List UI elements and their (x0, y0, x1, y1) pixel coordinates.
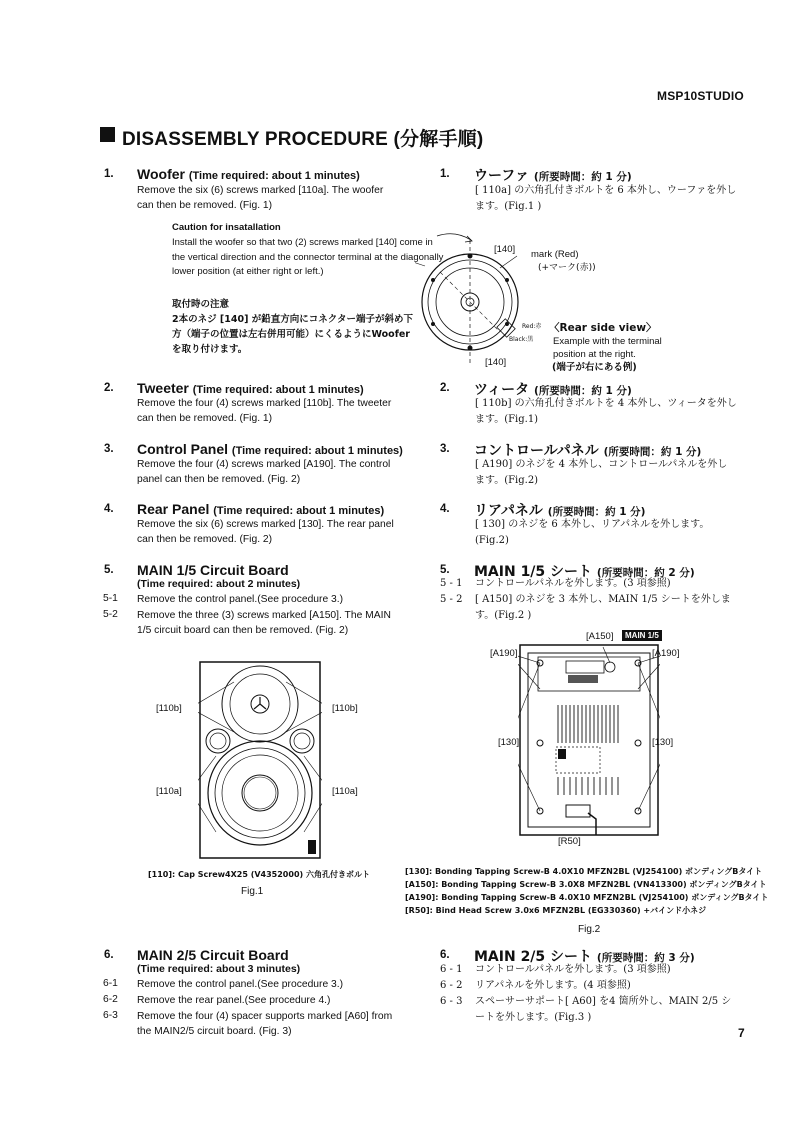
section-1-time: (Time required: about 1 minutes) (188, 170, 360, 182)
section-3-jp-time: (所要時間：約 1 分) (603, 446, 702, 458)
fig2-label-a190-right: [A190] (652, 648, 680, 659)
fig1-caption: Fig.1 (241, 886, 264, 897)
rear-black-label: Black:黒 (509, 336, 534, 343)
fig1-label-110b-right: [110b] (332, 703, 358, 714)
rear-mark-red: mark (Red) (531, 249, 579, 260)
section-5-step-1-text: Remove the control panel.(See procedure 3.) (137, 594, 344, 605)
section-2-jp-time: (所要時間：約 1 分) (534, 385, 632, 397)
section-3-heading (137, 441, 403, 457)
section-4-time: (Time required: about 1 minutes) (213, 505, 385, 517)
section-5-step-2-num: 5-2 (103, 609, 118, 620)
section-2-title: Tweeter (137, 380, 189, 396)
caution-title: Caution for insatallation (172, 222, 281, 233)
page-title: DISASSEMBLY PROCEDURE (分解手順) (122, 129, 484, 150)
section-5-jp-step-1-text: コントロールパネルを外します。(3 項参照) (475, 578, 671, 589)
caution-text-jp: 2本のネジ [140] が鉛直方向にコネクター端子が斜め下方（端子の位置は左右併用可能）にくるようにWooferを取り付けます。 (172, 314, 414, 355)
caution-text: Install the woofer so that two (2) screws marked [140] come in the vertical direction and the connector terminal at the diagonally lower position (at either right or left.) (172, 237, 444, 277)
section-1-jp-heading (474, 165, 632, 185)
section-5-time: (Time required: about 2 minutes) (137, 578, 301, 590)
section-2-body: Remove the four (4) screws marked [110b]. The tweeter can then be removed. (Fig. 1) (137, 398, 392, 424)
section-6-jp-step-1-text: コントロールパネルを外します。(3 項参照) (475, 964, 671, 975)
section-1-heading (137, 166, 360, 182)
fig2-label-a150: [A150] (586, 631, 614, 642)
section-6-jp-step-3-text: スペーサーサポート[ A60] を4 箇所外し、MAIN 2/5 シートを外します。(Fig.3 ) (475, 996, 732, 1023)
section-6-step-1-num: 6-1 (103, 978, 118, 989)
section-5-number: 5. (104, 564, 114, 576)
rear-mark-red-jp: (+マーク(赤)) (538, 263, 596, 273)
section-3-body: Remove the four (4) screws marked [A190]. The control panel can then be removed. (Fig. 2) (137, 459, 391, 485)
section-4-jp-time: (所要時間：約 1 分) (547, 506, 646, 518)
section-5-jp-time: (所要時間：約 2 分) (596, 567, 695, 579)
fig2-label-r50: [R50] (558, 836, 581, 847)
section-3-title: Control Panel (137, 441, 229, 457)
fig2-legend-a150: [A150]: Bonding Tapping Screw-B 3.0X8 MFZN2BL (VN413300) ボンディングBタイト (405, 880, 767, 889)
section-4-heading (137, 501, 384, 517)
section-3-time: (Time required: about 1 minutes) (231, 445, 403, 457)
section-6-jp-step-2-num: 6 - 2 (440, 980, 463, 991)
fig1-legend: [110]: Cap Screw4X25 (V4352000) 六角孔付きボルト (148, 870, 370, 879)
section-2-time: (Time required: about 1 minutes) (192, 384, 364, 396)
section-1-title: Woofer (137, 166, 185, 182)
fig2-legend-r50: [R50]: Bind Head Screw 3.0x6 MFZN2BL (EG330360) +バインド小ネジ (405, 906, 707, 915)
section-6-time: (Time required: about 3 minutes) (137, 963, 301, 975)
fig1-label-110b-left: [110b] (156, 703, 182, 714)
section-6-title: MAIN 2/5 Circuit Board (137, 947, 289, 963)
section-4-jp-body: [ 130] のネジを 6 本外し、リアパネルを外します。(Fig.2) (475, 519, 710, 546)
section-2-jp-number: 2. (440, 382, 450, 394)
rear-label-140-bottom: [140] (485, 357, 507, 368)
speaker-rear-panel-diagram (518, 643, 660, 837)
fig2-legend-a190: [A190]: Bonding Tapping Screw-B 4.0X10 MFZN2BL (VJ254100) ボンディングBタイト (405, 893, 769, 902)
fig2-caption: Fig.2 (578, 924, 601, 935)
section-6-jp-title: MAIN 2/5 シート (474, 949, 593, 965)
rear-red-label: Red:赤 (522, 323, 542, 330)
section-6-jp-step-1-num: 6 - 1 (440, 964, 463, 975)
section-3-number: 3. (104, 443, 114, 455)
section-5-jp-title: MAIN 1/5 シート (474, 564, 593, 580)
fig2-label-130-right: [130] (652, 737, 674, 748)
fig2-main-badge: MAIN 1/5 (622, 630, 662, 641)
section-1-body: Remove the six (6) screws marked [110a]. The woofer can then be removed. (Fig. 1) (137, 185, 384, 211)
fig2-legend-130: [130]: Bonding Tapping Screw-B 4.0X10 MFZN2BL (VJ254100) ボンディングBタイト (405, 867, 763, 876)
section-1-jp-body: [ 110a] の六角孔付きボルトを 6 本外し、ウーファを外します。(Fig.1 ) (475, 185, 737, 212)
section-4-number: 4. (104, 503, 114, 515)
section-5-jp-number: 5. (440, 564, 450, 576)
caution-title-jp: 取付時の注意 (172, 299, 230, 310)
section-3-jp-title: コントロールパネル (474, 443, 599, 459)
section-5-jp-step-2-text: [ A150] のネジを 3 本外し、MAIN 1/5 シートを外します。(Fig.2 ) (475, 594, 731, 621)
section-6-step-2-text: Remove the rear panel.(See procedure 4.) (137, 995, 331, 1006)
rear-label-140-top: [140] (494, 244, 516, 255)
page-number: 7 (738, 1026, 745, 1040)
section-5-title: MAIN 1/5 Circuit Board (137, 562, 289, 578)
section-6-step-3-text: Remove the four (4) spacer supports marked [A60] from the MAIN2/5 circuit board. (Fig. 3) (137, 1011, 393, 1037)
section-6-jp-time: (所要時間：約 3 分) (596, 952, 695, 964)
section-2-jp-body: [ 110b] の六角孔付きボルトを 4 本外し、ツィータを外します。(Fig.1) (475, 398, 737, 425)
speaker-front-diagram (198, 660, 322, 860)
fig1-label-110a-right: [110a] (332, 786, 358, 797)
section-4-jp-number: 4. (440, 503, 450, 515)
section-6-step-3-num: 6-3 (103, 1010, 118, 1021)
rear-view-title: 〈Rear side view〉 (549, 322, 657, 334)
section-5-jp-step-2-num: 5 - 2 (440, 594, 463, 605)
section-4-jp-title: リアパネル (474, 503, 543, 519)
section-6-step-2-num: 6-2 (103, 994, 118, 1005)
section-5-step-1-num: 5-1 (103, 593, 118, 604)
section-1-number: 1. (104, 168, 114, 180)
section-6-jp-step-3-num: 6 - 3 (440, 996, 463, 1007)
section-3-jp-number: 3. (440, 443, 450, 455)
fig1-label-110a-left: [110a] (156, 786, 182, 797)
section-6-step-1-text: Remove the control panel.(See procedure 3.) (137, 979, 344, 990)
section-2-heading (137, 380, 364, 396)
section-1-jp-number: 1. (440, 168, 450, 180)
section-2-number: 2. (104, 382, 114, 394)
fig2-label-130-left: [130] (498, 737, 520, 748)
fig2-label-a190-left: [A190] (490, 648, 518, 659)
section-4-body: Remove the six (6) screws marked [130]. The rear panel can then be removed. (Fig. 2) (137, 519, 394, 545)
section-2-jp-title: ツィータ (474, 382, 530, 398)
model-name: MSP10STUDIO (657, 89, 744, 103)
title-square-icon (100, 127, 115, 142)
section-1-jp-time: (所要時間：約 1 分) (533, 171, 632, 183)
section-6-jp-number: 6. (440, 949, 450, 961)
section-4-title: Rear Panel (137, 501, 210, 517)
section-3-jp-body: [ A190] のネジを 4 本外し、コントロールパネルを外します。(Fig.2) (475, 459, 728, 486)
rear-view-desc: Example with the terminal position at the right. (553, 336, 662, 360)
section-6-jp-step-2-text: リアパネルを外します。(4 項参照) (475, 980, 631, 991)
section-1-jp-title: ウーファ (474, 168, 530, 184)
rear-view-desc-jp: (端子が右にある例) (552, 362, 637, 373)
section-6-number: 6. (104, 949, 114, 961)
section-5-jp-step-1-num: 5 - 1 (440, 578, 463, 589)
section-5-step-2-text: Remove the three (3) screws marked [A150]. The MAIN 1/5 circuit board can then be removed. (Fig. 2) (137, 610, 391, 636)
